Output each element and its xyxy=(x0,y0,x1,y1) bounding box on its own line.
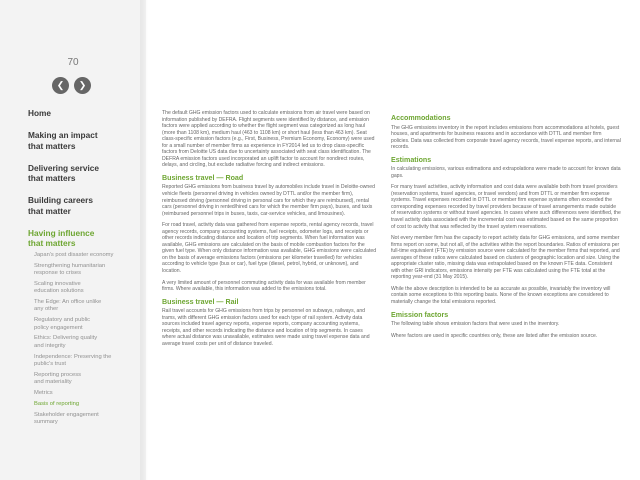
subnav-item-independence[interactable]: Independence: Preserving the public's trust xyxy=(34,353,112,368)
sidebar-nav xyxy=(28,108,144,430)
subnav-item-regulatory[interactable]: Regulatory and public policy engagement xyxy=(34,317,91,331)
chevron-right-icon[interactable]: ❯ xyxy=(74,77,91,94)
paragraph-exceptions: While the above description is intended to be as accurate as possible, invariably the inventory will contain some exceptions to this reporting basis. None of the known exceptions are considered to materially change the total emissions reported. xyxy=(391,285,611,306)
nav-item-delivering-service[interactable]: Delivering service that matters xyxy=(28,162,100,184)
paragraph-estimations-intro: In calculating emissions, various estimations and extrapolations were made to account for known data gaps. xyxy=(391,166,621,179)
subnav-item-stakeholder[interactable]: Stakeholder engagement summary xyxy=(34,411,99,426)
heading-business-travel-road: Business travel — Road xyxy=(162,173,244,182)
content-column-right xyxy=(391,110,621,344)
nav-item-making-an-impact[interactable]: Making an impact that matters xyxy=(28,130,98,151)
heading-business-travel-rail: Business travel — Rail xyxy=(162,297,239,306)
heading-estimations: Estimations xyxy=(391,155,432,164)
paragraph-commuting: A very limited amount of personnel commuting activity data for was available from member firms. Where available, this information was added to the emissions total. xyxy=(162,279,366,293)
subnav-item-ethics[interactable]: Ethics: Delivering quality and integrity xyxy=(34,335,98,349)
content-column-left xyxy=(162,110,377,352)
nav-item-home[interactable]: Home xyxy=(28,108,52,118)
heading-accommodations: Accommodations xyxy=(391,114,451,122)
paragraph-rail: Rail travel accounts for GHG emissions from trips by personnel on subways, railways, and trams, with different GHG emission factors used for each type of rail system. Activity data sources included travel agency reports, expense reports, company accounting systems, receipts, and other records indicating the distance and location of trip segments. In cases where actual distance was unavailable, estimates were made using travel expense data and average travel costs per unit of distance traveled. xyxy=(162,308,370,347)
paragraph-road-data: For road travel, activity data was gathered from expense reports, rental agency records, travel agency records, company accounting systems, fuel receipts, odometer logs, and receipts or other records indicating distance and location of trip segments. When fuel information was available, GHG emissions are calculated on the basis of mobile combustion factors for the given fuel type. When only distance information was available, GHG emissions were calculated on the basis of average emissions factors (emissions per kilometer travelled) for vehicles according to vehicle type (bus or car), fuel type (diesel, petrol, hybrid, or unknown), and location. xyxy=(162,222,377,274)
subnav-item-education[interactable]: Scaling innovative education solutions xyxy=(34,280,84,295)
paragraph-air-travel: The default GHG emission factors used to calculate emissions from air travel were based on information published by DEFRA. Flight segments were identified by distance, and emission factors were applied according to whether the flight segment was categorized as long haul (more than 1108 km), medium haul (463 to 1108 km) or short haul (less than 463 km). Seat class-specific emission factors (e.g., First, Business, Premium Economy, Economy) were used for a small number of member firms as experience in FY2014 led us to drop class-specific factors from Deloitte US data due to uncertainty associated with seat class identification. The DEFRA emission factors used incorporated an uplift factor to account for nondirect routes, delays, and circling, but exclude radiative forcing and indirect emissions. xyxy=(162,110,375,169)
chevron-left-icon[interactable]: ❮ xyxy=(52,77,69,94)
paragraph-emission-factors-table: The following table shows emission factors that were used in the inventory. xyxy=(391,321,560,328)
subnav-item-metrics[interactable]: Metrics xyxy=(34,390,53,397)
paragraph-accommodations: The GHG emissions inventory in the report includes emissions from accommodations at hotels, guest houses, and apartments for business reasons and in accordance with DTTL and member firm policies. Data was collected from corporate travel agency records, travel expense reports, and internal records. xyxy=(391,124,621,151)
page-navigation xyxy=(52,77,91,94)
subnav-item-humanitarian[interactable]: Strengthening humanitarian response to crises xyxy=(34,262,106,277)
subnav-item-the-edge[interactable]: The Edge: An office unlike any other xyxy=(34,299,102,313)
page-number: 70 xyxy=(67,57,79,68)
heading-emission-factors: Emission factors xyxy=(391,310,449,319)
nav-item-building-careers[interactable]: Building careers that matter xyxy=(28,195,94,216)
paragraph-emission-factors-countries: Where factors are used in specific countries only, these are listed after the emission source. xyxy=(391,332,598,339)
paragraph-road-scope: Reported GHG emissions from business travel by automobiles include travel in Deloitte-owned vehicle fleets (personnel driving in vehicles owned by DTTL and/or the member firm), reimbursed driving (personnel driving in personal cars for which they are reimbursed), rental cars (personnel driving in rented/hired cars for which the member firm pays), buses, and taxis (reimbursed personnel trips in buses, taxis, car-service vehicles, and limousines). xyxy=(162,184,375,217)
paragraph-estimations-extrapolation: Not every member firm has the capacity to report activity data for GHG emissions, and some member firms report on some, but not all, of the activities within the report boundaries. Ratios of emissions per full-time equivalent (FTE) by emission source were calculated for the member firms that reported, and averages of these ratios were calculated based on clusters of geographic location and size. Using the appropriate cluster ratio, missing data was extrapolated based on the known FTE data. Consistent with other GRI indicators, emissions intensity per FTE was calculated using the FTE total at the reporting year-end (31 May 2015). xyxy=(391,235,620,281)
subnav-item-japan[interactable]: Japan's post disaster economy xyxy=(34,251,114,258)
subnav-item-reporting-process[interactable]: Reporting process and materiality xyxy=(34,371,82,386)
paragraph-estimations-travel: For many travel activities, activity information and cost data were available both from travel providers (reservation systems, travel agencies, or travel vendors) and from DTTL or member firm expense systems. Travel expenses recorded in DTTL or member firm expense systems often exceeded the corresponding expenses recorded by travel providers because of travel arrangements made outside of reservation systems or without travel agencies. In cases where such differences were identified, the travel activity data associated with the incremental cost was estimated based on the same proportion of cost to activity that was reflected by the travel system reservations. xyxy=(391,184,621,230)
subnav-item-basis-of-reporting[interactable]: Basis of reporting xyxy=(34,400,80,407)
nav-item-having-influence[interactable]: Having influence that matters xyxy=(28,227,95,249)
